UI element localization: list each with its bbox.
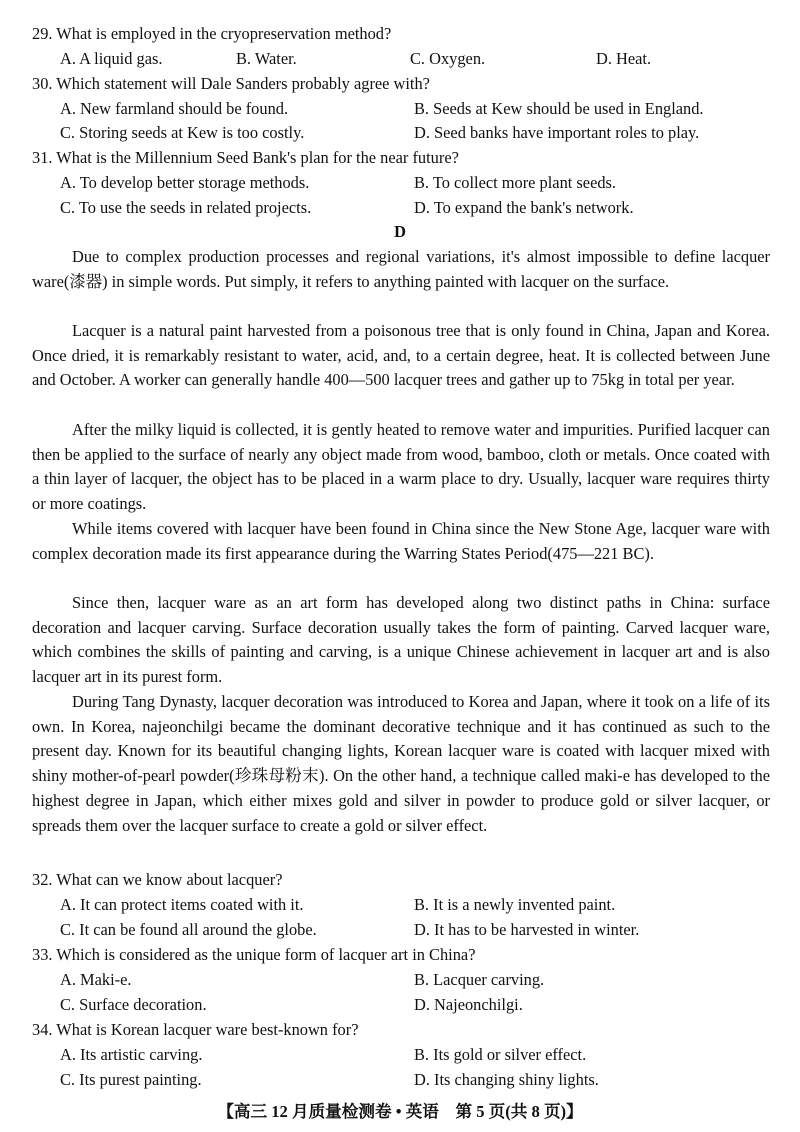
question-32-option-c: C. It can be found all around the globe. [60, 920, 317, 939]
passage-paragraph-5-text: Since then, lacquer ware as an art form has developed along two distinct paths in China: surface decoration and lacquer carving. Surface decoration usually takes the form of painting. Carved lacquer ware, which combines the skills of painting and carving, is a unique Chinese achievement in lacquer art and is also lacquer art in its purest form. [32, 593, 770, 687]
question-34-option-a: A. Its artistic carving. [60, 1045, 203, 1064]
question-29-option-c: C. Oxygen. [410, 49, 486, 68]
passage-paragraph-5 [32, 591, 770, 690]
passage-paragraph-6 [32, 690, 770, 838]
passage-paragraph-3-text: After the milky liquid is collected, it is gently heated to remove water and impurities. Purified lacquer can then be applied to the surface of nearly any object made from wood, bamboo, cloth or metals. Once coated with a thin layer of lacquer, the object has to be placed in a warm place to dry. Usually, lacquer ware requires thirty or more coatings. [32, 420, 770, 514]
passage-paragraph-2-text: Lacquer is a natural paint harvested from a poisonous tree that is only found in China, Japan and Korea. Once dried, it is remarkably resistant to water, acid, and, to a certain degree, heat. It is collected between June and October. A worker can generally handle 400—500 lacquer trees and gather up to 75kg in total per year. [32, 321, 770, 390]
question-34-option-c: C. Its purest painting. [60, 1070, 202, 1089]
question-30-option-a: A. New farmland should be found. [60, 99, 289, 118]
question-31-option-b: B. To collect more plant seeds. [414, 173, 617, 192]
question-29-option-a: A. A liquid gas. [60, 49, 163, 68]
passage-paragraph-6-text: During Tang Dynasty, lacquer decoration was introduced to Korea and Japan, where it took on a life of its own. In Korea, najeonchilgi became the dominant decorative technique and it has continued as such to the present day. Known for its beautiful changing lights, Korean lacquer ware is coated with lacquer mixed with shiny mother-of-pearl powder(珍珠母粉末). On the other hand, a technique called maki-e has developed to the highest degree in Japan, which either mixes gold and silver in powder to produce gold or silver lacquer, or spreads them over the lacquer surface to create a gold or silver effect. [32, 692, 770, 835]
question-30-option-d: D. Seed banks have important roles to play. [414, 123, 700, 142]
passage-paragraph-1 [32, 245, 770, 294]
question-30-stem: 30. Which statement will Dale Sanders probably agree with? [32, 74, 430, 93]
question-32-option-d: D. It has to be harvested in winter. [414, 920, 640, 939]
question-29-option-b: B. Water. [236, 49, 297, 68]
question-33-option-d: D. Najeonchilgi. [414, 995, 523, 1014]
question-32-option-a: A. It can protect items coated with it. [60, 895, 304, 914]
question-34-stem: 34. What is Korean lacquer ware best-known for? [32, 1020, 359, 1039]
question-32-option-b: B. It is a newly invented paint. [414, 895, 616, 914]
question-30-option-c: C. Storing seeds at Kew is too costly. [60, 123, 305, 142]
passage-paragraph-2 [32, 319, 770, 393]
question-29-option-d: D. Heat. [596, 49, 652, 68]
question-33-option-c: C. Surface decoration. [60, 995, 207, 1014]
question-31-stem: 31. What is the Millennium Seed Bank's plan for the near future? [32, 148, 459, 167]
question-31-option-c: C. To use the seeds in related projects. [60, 198, 312, 217]
question-33-option-b: B. Lacquer carving. [414, 970, 545, 989]
question-32-stem: 32. What can we know about lacquer? [32, 870, 283, 889]
passage-paragraph-1-text: Due to complex production processes and regional variations, it's almost impossible to define lacquer ware(漆器) in simple words. Put simply, it refers to anything painted with lacquer on the surface. [32, 247, 770, 291]
question-29-stem: 29. What is employed in the cryopreservation method? [32, 24, 392, 43]
section-heading: D [394, 222, 406, 241]
question-33-stem: 33. Which is considered as the unique form of lacquer art in China? [32, 945, 476, 964]
question-31-option-a: A. To develop better storage methods. [60, 173, 310, 192]
question-33-option-a: A. Maki-e. [60, 970, 132, 989]
question-31-option-d: D. To expand the bank's network. [414, 198, 634, 217]
question-30-option-b: B. Seeds at Kew should be used in England. [414, 99, 704, 118]
passage-paragraph-4 [32, 517, 770, 566]
passage-paragraph-4-text: While items covered with lacquer have been found in China since the New Stone Age, lacquer ware with complex decoration made its first appearance during the Warring States Period(475—221 BC). [32, 519, 770, 563]
question-34-option-b: B. Its gold or silver effect. [414, 1045, 587, 1064]
question-34-option-d: D. Its changing shiny lights. [414, 1070, 599, 1089]
passage-paragraph-3 [32, 418, 770, 517]
page-footer: 【高三 12 月质量检测卷 • 英语 第 5 页(共 8 页)】 [217, 1102, 583, 1121]
